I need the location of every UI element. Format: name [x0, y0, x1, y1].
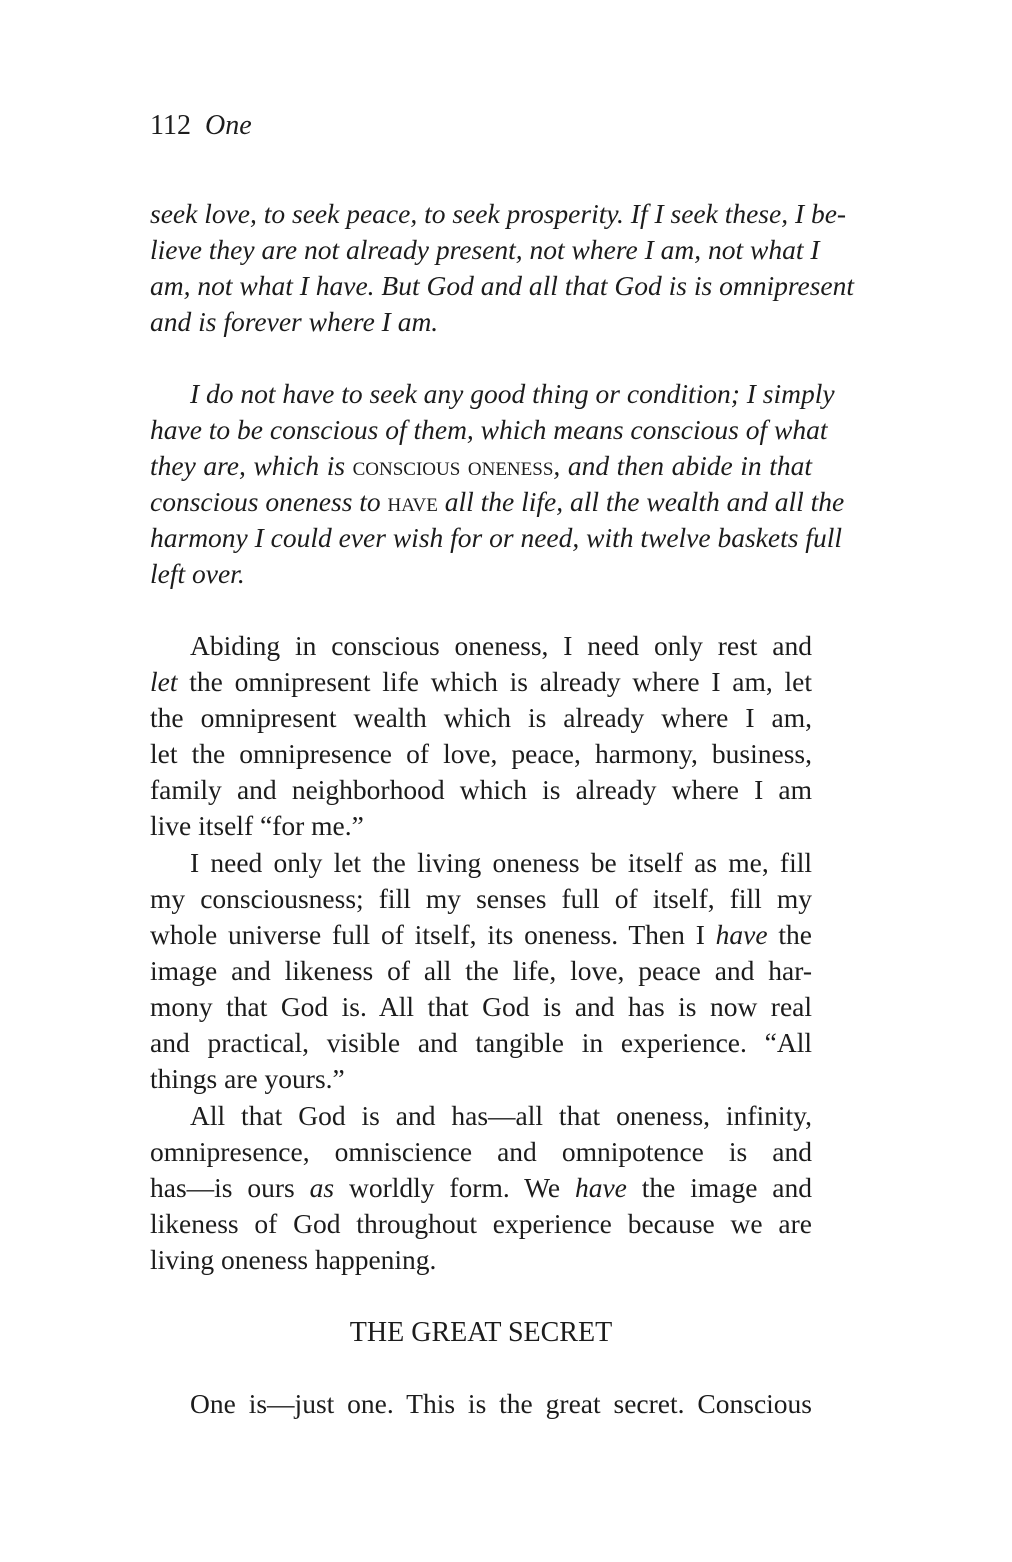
text-line: image and likeness of all the life, love, peace and har- [150, 955, 812, 986]
text-line [150, 664, 812, 700]
text-span: has—is ours [150, 1172, 310, 1203]
text-line [150, 484, 845, 520]
text-line: and is forever where I am. [150, 306, 439, 337]
text-line: the omnipresent wealth which is already where I am, [150, 702, 812, 733]
italic-text: as [309, 1172, 335, 1203]
text-line: likeness of God throughout experience because we are [150, 1208, 812, 1239]
italic-text: have [715, 919, 768, 950]
text-line: living oneness happening. [150, 1244, 437, 1275]
running-header [150, 108, 252, 144]
text-line: let the omnipresence of love, peace, harmony, business, [150, 738, 812, 769]
text-line [150, 917, 812, 953]
text-line: family and neighborhood which is already where I am [150, 774, 812, 805]
page-number: 112 [150, 110, 191, 141]
text-line: All that God is and has—all that oneness, infinity, [190, 1100, 812, 1131]
text-span: the image and [626, 1172, 812, 1203]
text-line: am, not what I have. But God and all that God is is omnipresent [150, 270, 855, 301]
italic-text: have [574, 1172, 627, 1203]
text-span: worldly form. We [334, 1172, 575, 1203]
text-line: harmony I could ever wish for or need, with twelve baskets full [150, 522, 842, 553]
italic-text: let [150, 666, 178, 697]
text-span: the omnipresent life which is already where I am, let [177, 666, 812, 697]
text-line: seek love, to seek peace, to seek prosperity. If I seek these, I be- [150, 198, 847, 229]
text-line: things are yours.” [150, 1063, 345, 1094]
text-line: I need only let the living oneness be itself as me, fill [190, 847, 812, 878]
text-line: have to be conscious of them, which means conscious of what [150, 414, 828, 445]
text-line [150, 448, 812, 484]
small-caps-text: conscious oneness [352, 450, 554, 481]
text-line: lieve they are not already present, not where I am, not what I [150, 234, 820, 265]
section-heading: THE GREAT SECRET [349, 1317, 613, 1348]
text-span: whole universe full of itself, its oneness. Then I [150, 919, 716, 950]
small-caps-text: have [387, 486, 438, 517]
text-line: left over. [150, 558, 245, 589]
running-title: One [204, 110, 252, 141]
text-span: the [767, 919, 812, 950]
text-line: live itself “for me.” [150, 810, 364, 841]
text-line: Abiding in conscious oneness, I need only rest and [190, 630, 812, 661]
text-span: they are, which is [150, 450, 353, 481]
text-line [150, 1170, 812, 1206]
text-line: One is—just one. This is the great secret. Conscious [190, 1388, 812, 1419]
text-line: mony that God is. All that God is and has is now real [150, 991, 812, 1022]
text-span: all the life, all the wealth and all the [437, 486, 845, 517]
text-span: conscious oneness to [150, 486, 388, 517]
text-line: I do not have to seek any good thing or condition; I simply [190, 378, 835, 409]
text-span: , and then abide in that [553, 450, 812, 481]
text-line: omnipresence, omniscience and omnipotence is and [150, 1136, 812, 1167]
text-line: and practical, visible and tangible in experience. “All [150, 1027, 812, 1058]
text-line: my consciousness; fill my senses full of itself, fill my [150, 883, 812, 914]
